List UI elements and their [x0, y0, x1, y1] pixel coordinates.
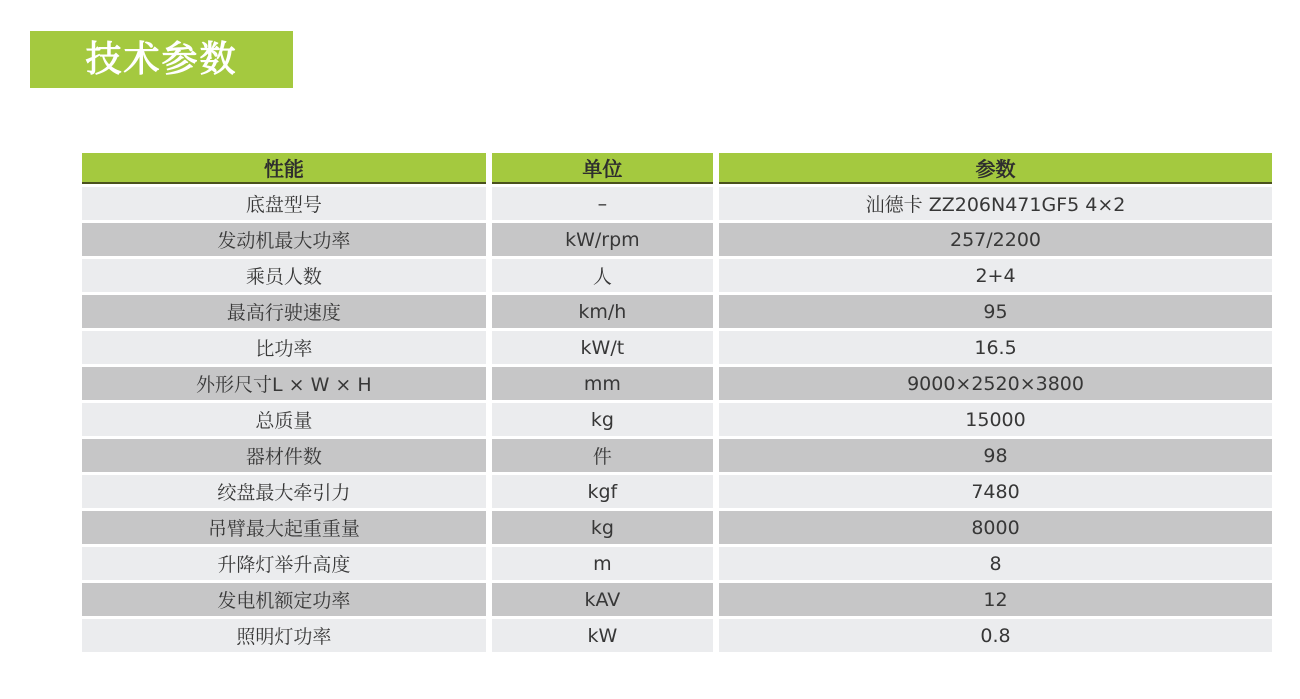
page-title: 技术参数 — [85, 38, 238, 80]
value-cell: 95 — [719, 295, 1272, 328]
value-cell: 15000 — [719, 403, 1272, 436]
perf-cell: 吊臂最大起重重量 — [82, 511, 486, 544]
unit-cell: kg — [492, 403, 713, 436]
perf-cell: 绞盘最大牵引力 — [82, 475, 486, 508]
unit-cell: kW/rpm — [492, 223, 713, 256]
table-row — [82, 583, 1272, 616]
value-cell: 12 — [719, 583, 1272, 616]
spec-table-grid — [76, 150, 1278, 655]
value-cell: 9000×2520×3800 — [719, 367, 1272, 400]
unit-cell: km/h — [492, 295, 713, 328]
perf-cell: 最高行驶速度 — [82, 295, 486, 328]
page-title-box — [30, 31, 293, 88]
table-row — [82, 511, 1272, 544]
table-row — [82, 439, 1272, 472]
table-row — [82, 547, 1272, 580]
col-header-unit: 单位 — [492, 153, 713, 184]
perf-cell: 外形尺寸L × W × H — [82, 367, 486, 400]
perf-cell: 照明灯功率 — [82, 619, 486, 652]
unit-cell: m — [492, 547, 713, 580]
table-row — [82, 331, 1272, 364]
perf-cell: 升降灯举升高度 — [82, 547, 486, 580]
table-row — [82, 259, 1272, 292]
table-row — [82, 367, 1272, 400]
perf-cell: 底盘型号 — [82, 187, 486, 220]
value-cell: 257/2200 — [719, 223, 1272, 256]
perf-cell: 发电机额定功率 — [82, 583, 486, 616]
unit-cell: kAV — [492, 583, 713, 616]
perf-cell: 器材件数 — [82, 439, 486, 472]
value-cell: 8 — [719, 547, 1272, 580]
table-row — [82, 295, 1272, 328]
perf-cell: 发动机最大功率 — [82, 223, 486, 256]
unit-cell: – — [492, 187, 713, 220]
unit-cell: kW — [492, 619, 713, 652]
table-row — [82, 475, 1272, 508]
perf-cell: 总质量 — [82, 403, 486, 436]
unit-cell: kg — [492, 511, 713, 544]
value-cell: 2+4 — [719, 259, 1272, 292]
unit-cell: 件 — [492, 439, 713, 472]
table-row — [82, 187, 1272, 220]
value-cell: 8000 — [719, 511, 1272, 544]
value-cell: 0.8 — [719, 619, 1272, 652]
perf-cell: 比功率 — [82, 331, 486, 364]
value-cell: 16.5 — [719, 331, 1272, 364]
value-cell: 汕德卡 ZZ206N471GF5 4×2 — [719, 187, 1272, 220]
table-row — [82, 403, 1272, 436]
table-header-row — [82, 153, 1272, 184]
value-cell: 98 — [719, 439, 1272, 472]
unit-cell: mm — [492, 367, 713, 400]
perf-cell: 乘员人数 — [82, 259, 486, 292]
table-row — [82, 619, 1272, 652]
table-row — [82, 223, 1272, 256]
unit-cell: kW/t — [492, 331, 713, 364]
col-header-parameter: 参数 — [719, 153, 1272, 184]
unit-cell: kgf — [492, 475, 713, 508]
value-cell: 7480 — [719, 475, 1272, 508]
unit-cell: 人 — [492, 259, 713, 292]
spec-table — [76, 150, 1278, 655]
col-header-performance: 性能 — [82, 153, 486, 184]
